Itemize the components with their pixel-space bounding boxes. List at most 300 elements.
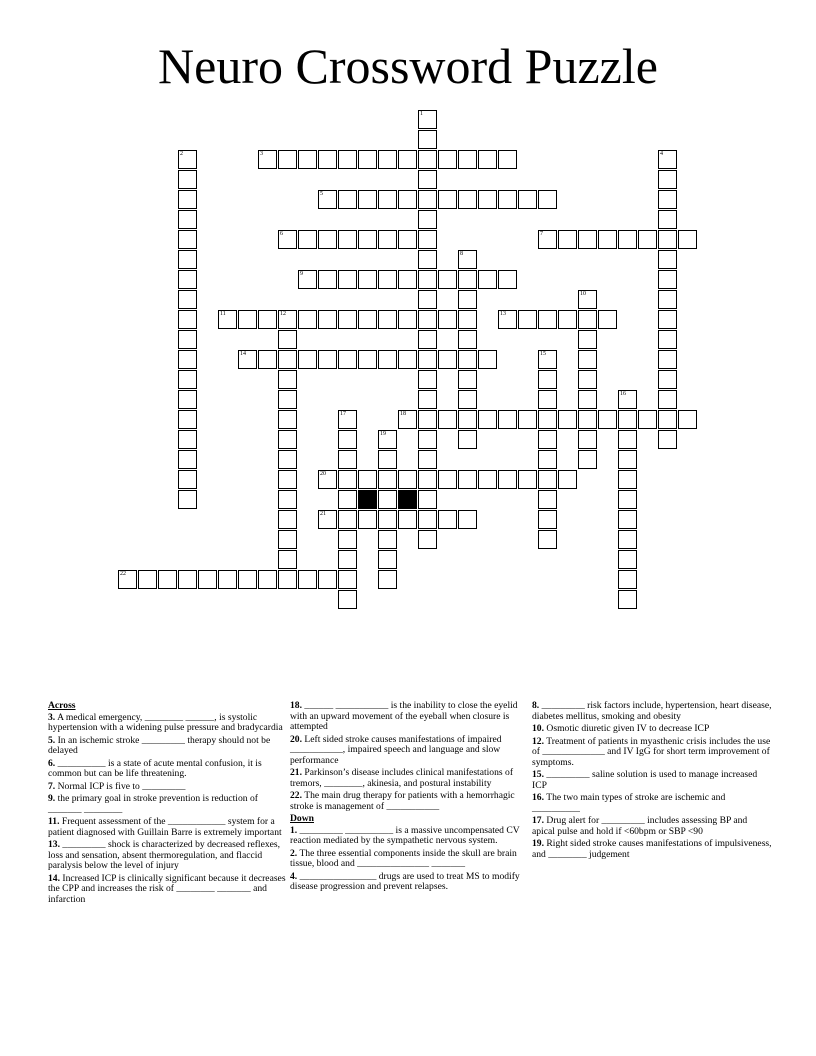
grid-cell[interactable]	[278, 370, 297, 389]
grid-cell[interactable]	[398, 270, 417, 289]
clue-number: 12.	[532, 735, 544, 747]
clue-number: 1.	[290, 824, 298, 836]
grid-cell[interactable]	[398, 190, 417, 209]
grid-cell[interactable]	[278, 530, 297, 549]
grid-cell[interactable]	[578, 350, 597, 369]
grid-cell[interactable]	[178, 390, 197, 409]
grid-cell[interactable]	[378, 310, 397, 329]
grid-cell[interactable]	[278, 410, 297, 429]
grid-cell[interactable]	[578, 450, 597, 469]
clue	[532, 793, 772, 814]
grid-cell[interactable]	[358, 310, 377, 329]
grid-cell[interactable]	[498, 310, 517, 329]
grid-cell[interactable]	[658, 330, 677, 349]
grid-cell[interactable]	[658, 410, 677, 429]
clues-column-3	[532, 701, 772, 862]
grid-cell[interactable]	[278, 390, 297, 409]
grid-cell[interactable]	[398, 510, 417, 529]
grid-cell[interactable]	[678, 410, 697, 429]
grid-cell[interactable]	[398, 310, 417, 329]
grid-cell[interactable]	[458, 150, 477, 169]
grid-cell[interactable]	[658, 370, 677, 389]
grid-cell[interactable]	[218, 310, 237, 329]
grid-cell[interactable]	[258, 150, 277, 169]
grid-cell[interactable]	[298, 150, 317, 169]
grid-cell[interactable]	[358, 150, 377, 169]
grid-cell[interactable]	[478, 470, 497, 489]
grid-cell[interactable]	[318, 270, 337, 289]
grid-cell[interactable]	[618, 450, 637, 469]
grid-cell[interactable]	[278, 310, 297, 329]
grid-cell[interactable]	[598, 230, 617, 249]
grid-cell[interactable]	[558, 470, 577, 489]
grid-cell[interactable]	[518, 190, 537, 209]
grid-number: 3	[260, 151, 263, 157]
clue	[290, 735, 524, 767]
grid-cell[interactable]	[178, 570, 197, 589]
grid-cell[interactable]	[378, 550, 397, 569]
grid-cell[interactable]	[418, 190, 437, 209]
clue-number: 19.	[532, 838, 544, 849]
clue-number: 7.	[48, 780, 56, 792]
clue-number: 9.	[48, 793, 56, 804]
grid-cell[interactable]	[358, 350, 377, 369]
grid-cell[interactable]	[178, 250, 197, 269]
grid-cell[interactable]	[178, 330, 197, 349]
grid-cell[interactable]	[338, 190, 357, 209]
grid-number: 11	[220, 311, 226, 317]
grid-cell[interactable]	[658, 310, 677, 329]
grid-cell[interactable]	[338, 150, 357, 169]
grid-cell[interactable]	[278, 510, 297, 529]
clue-number: 18.	[290, 700, 302, 711]
grid-cell[interactable]	[278, 330, 297, 349]
grid-cell[interactable]	[338, 270, 357, 289]
grid-cell[interactable]	[338, 490, 357, 509]
grid-cell[interactable]	[158, 570, 177, 589]
grid-cell[interactable]	[418, 530, 437, 549]
clue-text: ______ ___________ is the inability to close the eyelid with an upward movement of the eyeball when closure is attempted	[290, 700, 518, 732]
grid-cell[interactable]	[478, 270, 497, 289]
grid-cell[interactable]	[238, 310, 257, 329]
grid-block	[398, 490, 417, 509]
grid-cell[interactable]	[418, 510, 437, 529]
clue-number: 3.	[48, 711, 56, 723]
grid-cell[interactable]	[318, 310, 337, 329]
clue-text: Right sided stroke causes manifestations of impulsiveness, and ________ judgement	[532, 838, 772, 860]
grid-cell[interactable]	[678, 230, 697, 249]
grid-cell[interactable]	[258, 350, 277, 369]
grid-cell[interactable]	[538, 350, 557, 369]
grid-cell[interactable]	[318, 150, 337, 169]
grid-cell[interactable]	[378, 490, 397, 509]
grid-cell[interactable]	[538, 470, 557, 489]
grid-cell[interactable]	[378, 450, 397, 469]
grid-cell[interactable]	[418, 290, 437, 309]
grid-cell[interactable]	[658, 350, 677, 369]
clue	[48, 759, 286, 780]
grid-cell[interactable]	[418, 270, 437, 289]
grid-number: 4	[660, 151, 663, 157]
grid-cell[interactable]	[498, 410, 517, 429]
clue	[532, 816, 772, 837]
down-clue-list	[290, 826, 524, 893]
clue	[532, 770, 772, 791]
clue-text: Parkinson’s disease includes clinical manifestations of tremors, ________, akinesia, and postural instability	[290, 767, 514, 789]
grid-cell[interactable]	[338, 450, 357, 469]
grid-cell[interactable]	[658, 390, 677, 409]
clue-number: 13.	[48, 839, 60, 850]
grid-cell[interactable]	[438, 270, 457, 289]
grid-cell[interactable]	[398, 230, 417, 249]
grid-cell[interactable]	[658, 210, 677, 229]
grid-cell[interactable]	[618, 570, 637, 589]
grid-cell[interactable]	[178, 230, 197, 249]
grid-cell[interactable]	[578, 370, 597, 389]
grid-cell[interactable]	[658, 190, 677, 209]
grid-cell[interactable]	[458, 370, 477, 389]
grid-cell[interactable]	[338, 510, 357, 529]
grid-cell[interactable]	[438, 510, 457, 529]
grid-cell[interactable]	[278, 450, 297, 469]
grid-cell[interactable]	[418, 490, 437, 509]
grid-cell[interactable]	[438, 310, 457, 329]
grid-cell[interactable]	[478, 410, 497, 429]
grid-cell[interactable]	[178, 410, 197, 429]
grid-number: 22	[120, 571, 126, 577]
grid-cell[interactable]	[218, 570, 237, 589]
clue	[532, 839, 772, 860]
grid-cell[interactable]	[618, 390, 637, 409]
grid-cell[interactable]	[578, 410, 597, 429]
grid-cell[interactable]	[418, 170, 437, 189]
grid-cell[interactable]	[578, 330, 597, 349]
clue-text: Increased ICP is clinically significant because it decreases the CPP and increases the risk of ________ _______ and infarction	[48, 872, 286, 905]
grid-cell[interactable]	[398, 350, 417, 369]
grid-cell[interactable]	[398, 150, 417, 169]
grid-cell[interactable]	[178, 370, 197, 389]
grid-cell[interactable]	[318, 190, 337, 209]
grid-cell[interactable]	[658, 250, 677, 269]
grid-cell[interactable]	[378, 430, 397, 449]
clue-text: Treatment of patients in myasthenic crisis includes the use of _____________ and IV IgG for short term improvement of symptoms.	[532, 735, 771, 768]
grid-cell[interactable]	[558, 410, 577, 429]
grid-cell[interactable]	[618, 410, 637, 429]
clue	[290, 872, 524, 893]
grid-cell[interactable]	[278, 550, 297, 569]
grid-cell[interactable]	[178, 170, 197, 189]
grid-cell[interactable]	[278, 350, 297, 369]
grid-cell[interactable]	[358, 190, 377, 209]
grid-cell[interactable]	[658, 230, 677, 249]
grid-cell[interactable]	[338, 590, 357, 609]
grid-cell[interactable]	[518, 470, 537, 489]
clues-column-2	[290, 701, 524, 895]
grid-cell[interactable]	[458, 470, 477, 489]
grid-cell[interactable]	[338, 230, 357, 249]
grid-cell[interactable]	[378, 150, 397, 169]
grid-cell[interactable]	[458, 350, 477, 369]
grid-number: 16	[620, 391, 626, 397]
grid-cell[interactable]	[378, 570, 397, 589]
clue	[290, 849, 524, 870]
grid-cell[interactable]	[418, 150, 437, 169]
grid-cell[interactable]	[438, 350, 457, 369]
grid-cell[interactable]	[398, 410, 417, 429]
grid-cell[interactable]	[578, 390, 597, 409]
grid-cell[interactable]	[538, 510, 557, 529]
grid-cell[interactable]	[338, 310, 357, 329]
grid-cell[interactable]	[578, 430, 597, 449]
grid-cell[interactable]	[418, 390, 437, 409]
grid-cell[interactable]	[178, 290, 197, 309]
down-heading: Down	[290, 813, 314, 824]
grid-cell[interactable]	[418, 310, 437, 329]
down-clue-list-continued	[532, 701, 772, 860]
grid-cell[interactable]	[178, 310, 197, 329]
grid-cell[interactable]	[118, 570, 137, 589]
grid-number: 7	[540, 231, 543, 237]
grid-cell[interactable]	[378, 510, 397, 529]
grid-cell[interactable]	[278, 490, 297, 509]
grid-cell[interactable]	[318, 510, 337, 529]
grid-number: 14	[240, 351, 246, 357]
grid-cell[interactable]	[538, 530, 557, 549]
clue-text: The three essential components inside the skull are brain tissue, blood and _______________ _______	[290, 847, 517, 869]
grid-cell[interactable]	[538, 430, 557, 449]
grid-cell[interactable]	[238, 350, 257, 369]
grid-cell[interactable]	[498, 190, 517, 209]
grid-cell[interactable]	[458, 510, 477, 529]
clue-text: Normal ICP is five to _________	[57, 780, 186, 792]
grid-number: 12	[280, 311, 286, 317]
grid-cell[interactable]	[418, 350, 437, 369]
grid-cell[interactable]	[618, 530, 637, 549]
clue-number: 5.	[48, 734, 56, 746]
grid-cell[interactable]	[438, 410, 457, 429]
grid-cell[interactable]	[278, 570, 297, 589]
grid-cell[interactable]	[178, 430, 197, 449]
grid-cell[interactable]	[278, 150, 297, 169]
grid-cell[interactable]	[638, 230, 657, 249]
grid-cell[interactable]	[498, 470, 517, 489]
grid-cell[interactable]	[358, 470, 377, 489]
grid-cell[interactable]	[458, 270, 477, 289]
grid-cell[interactable]	[278, 430, 297, 449]
grid-cell[interactable]	[558, 310, 577, 329]
grid-cell[interactable]	[618, 430, 637, 449]
grid-cell[interactable]	[178, 490, 197, 509]
grid-cell[interactable]	[538, 410, 557, 429]
grid-cell[interactable]	[438, 190, 457, 209]
grid-cell[interactable]	[178, 470, 197, 489]
grid-cell[interactable]	[458, 310, 477, 329]
grid-cell[interactable]	[338, 570, 357, 589]
grid-cell[interactable]	[518, 310, 537, 329]
grid-cell[interactable]	[318, 230, 337, 249]
grid-cell[interactable]	[418, 250, 437, 269]
grid-cell[interactable]	[538, 190, 557, 209]
clue-text: Frequent assessment of the ____________ system for a patient diagnosed with Guillain Barre is extremely important	[48, 816, 282, 838]
grid-cell[interactable]	[498, 150, 517, 169]
grid-cell[interactable]	[418, 210, 437, 229]
grid-cell[interactable]	[458, 330, 477, 349]
grid-cell[interactable]	[258, 570, 277, 589]
clue-number: 11.	[48, 816, 60, 827]
clue-number: 2.	[290, 847, 298, 859]
clues-column-1	[48, 701, 286, 907]
grid-cell[interactable]	[418, 370, 437, 389]
grid-cell[interactable]	[378, 270, 397, 289]
grid-cell[interactable]	[338, 530, 357, 549]
grid-cell[interactable]	[458, 250, 477, 269]
grid-cell[interactable]	[418, 470, 437, 489]
grid-cell[interactable]	[618, 590, 637, 609]
grid-cell[interactable]	[278, 470, 297, 489]
grid-cell[interactable]	[358, 230, 377, 249]
grid-cell[interactable]	[338, 350, 357, 369]
clue-number: 21.	[290, 767, 302, 778]
grid-cell[interactable]	[418, 230, 437, 249]
grid-cell[interactable]	[298, 350, 317, 369]
grid-number: 5	[320, 191, 323, 197]
grid-cell[interactable]	[298, 270, 317, 289]
grid-cell[interactable]	[458, 410, 477, 429]
grid-cell[interactable]	[538, 370, 557, 389]
grid-cell[interactable]	[458, 390, 477, 409]
grid-number: 21	[320, 511, 326, 517]
grid-cell[interactable]	[418, 330, 437, 349]
grid-cell[interactable]	[138, 570, 157, 589]
grid-cell[interactable]	[658, 150, 677, 169]
grid-number: 13	[500, 311, 506, 317]
grid-cell[interactable]	[538, 230, 557, 249]
grid-cell[interactable]	[578, 230, 597, 249]
across-heading: Across	[48, 700, 76, 711]
clue-number: 14.	[48, 872, 60, 884]
grid-cell[interactable]	[478, 150, 497, 169]
grid-cell[interactable]	[198, 570, 217, 589]
grid-cell[interactable]	[178, 210, 197, 229]
grid-number: 15	[540, 351, 546, 357]
grid-cell[interactable]	[298, 570, 317, 589]
grid-cell[interactable]	[478, 350, 497, 369]
clue-text: Left sided stroke causes manifestations of impaired ___________, impaired speech and language and slow performance	[290, 733, 502, 766]
clue-number: 8.	[532, 700, 540, 711]
grid-cell[interactable]	[658, 290, 677, 309]
grid-cell[interactable]	[538, 490, 557, 509]
grid-cell[interactable]	[358, 510, 377, 529]
grid-cell[interactable]	[278, 230, 297, 249]
grid-cell[interactable]	[398, 470, 417, 489]
grid-cell[interactable]	[418, 430, 437, 449]
clue-number: 15.	[532, 769, 544, 780]
grid-cell[interactable]	[378, 530, 397, 549]
grid-cell[interactable]	[558, 230, 577, 249]
grid-number: 8	[460, 251, 463, 257]
grid-number: 17	[340, 411, 346, 417]
grid-cell[interactable]	[338, 430, 357, 449]
grid-cell[interactable]	[178, 450, 197, 469]
grid-number: 9	[300, 271, 303, 277]
clue-text: _________ shock is characterized by decreased reflexes, loss and sensation, absent thermoregulation, and flaccid paralysis below the level of injury	[48, 839, 281, 871]
clue	[48, 794, 286, 815]
grid-cell[interactable]	[378, 230, 397, 249]
grid-cell[interactable]	[598, 310, 617, 329]
grid-cell[interactable]	[318, 570, 337, 589]
grid-cell[interactable]	[418, 110, 437, 129]
grid-cell[interactable]	[418, 130, 437, 149]
grid-cell[interactable]	[238, 570, 257, 589]
grid-cell[interactable]	[618, 550, 637, 569]
grid-cell[interactable]	[418, 450, 437, 469]
grid-cell[interactable]	[578, 290, 597, 309]
grid-cell[interactable]	[538, 390, 557, 409]
puzzle-title: Neuro Crossword Puzzle	[158, 38, 658, 94]
grid-cell[interactable]	[538, 450, 557, 469]
clue-number: 6.	[48, 757, 56, 769]
clue-text: The main drug therapy for patients with a hemorrhagic stroke is management of ___________	[290, 790, 515, 812]
grid-cell[interactable]	[438, 470, 457, 489]
clue	[48, 874, 286, 906]
grid-cell[interactable]	[418, 410, 437, 429]
grid-cell[interactable]	[658, 170, 677, 189]
grid-cell[interactable]	[598, 410, 617, 429]
grid-cell[interactable]	[658, 430, 677, 449]
grid-cell[interactable]	[318, 470, 337, 489]
grid-number: 10	[580, 291, 586, 297]
grid-cell[interactable]	[378, 470, 397, 489]
across-clue-list	[48, 713, 286, 906]
grid-cell[interactable]	[458, 290, 477, 309]
clue-text: In an ischemic stroke _________ therapy should not be delayed	[48, 734, 271, 756]
grid-cell[interactable]	[178, 270, 197, 289]
grid-cell[interactable]	[538, 310, 557, 329]
grid-cell[interactable]	[338, 410, 357, 429]
grid-cell[interactable]	[358, 270, 377, 289]
clue	[290, 826, 524, 847]
grid-cell[interactable]	[178, 190, 197, 209]
grid-cell[interactable]	[338, 470, 357, 489]
grid-cell[interactable]	[478, 190, 497, 209]
clue-number: 20.	[290, 733, 302, 745]
grid-number: 6	[280, 231, 283, 237]
grid-cell[interactable]	[318, 350, 337, 369]
clue-number: 22.	[290, 790, 302, 801]
grid-number: 18	[400, 411, 406, 417]
grid-cell[interactable]	[378, 350, 397, 369]
grid-cell[interactable]	[458, 430, 477, 449]
grid-cell[interactable]	[618, 230, 637, 249]
grid-cell[interactable]	[618, 510, 637, 529]
grid-cell[interactable]	[498, 270, 517, 289]
grid-cell[interactable]	[518, 410, 537, 429]
grid-cell[interactable]	[618, 490, 637, 509]
grid-cell[interactable]	[438, 150, 457, 169]
grid-cell[interactable]	[298, 230, 317, 249]
grid-cell[interactable]	[658, 270, 677, 289]
grid-cell[interactable]	[338, 550, 357, 569]
grid-cell[interactable]	[258, 310, 277, 329]
grid-cell[interactable]	[298, 310, 317, 329]
grid-cell[interactable]	[378, 190, 397, 209]
grid-cell[interactable]	[638, 410, 657, 429]
grid-cell[interactable]	[458, 190, 477, 209]
grid-cell[interactable]	[178, 150, 197, 169]
grid-cell[interactable]	[178, 350, 197, 369]
grid-cell[interactable]	[578, 310, 597, 329]
grid-cell[interactable]	[618, 470, 637, 489]
